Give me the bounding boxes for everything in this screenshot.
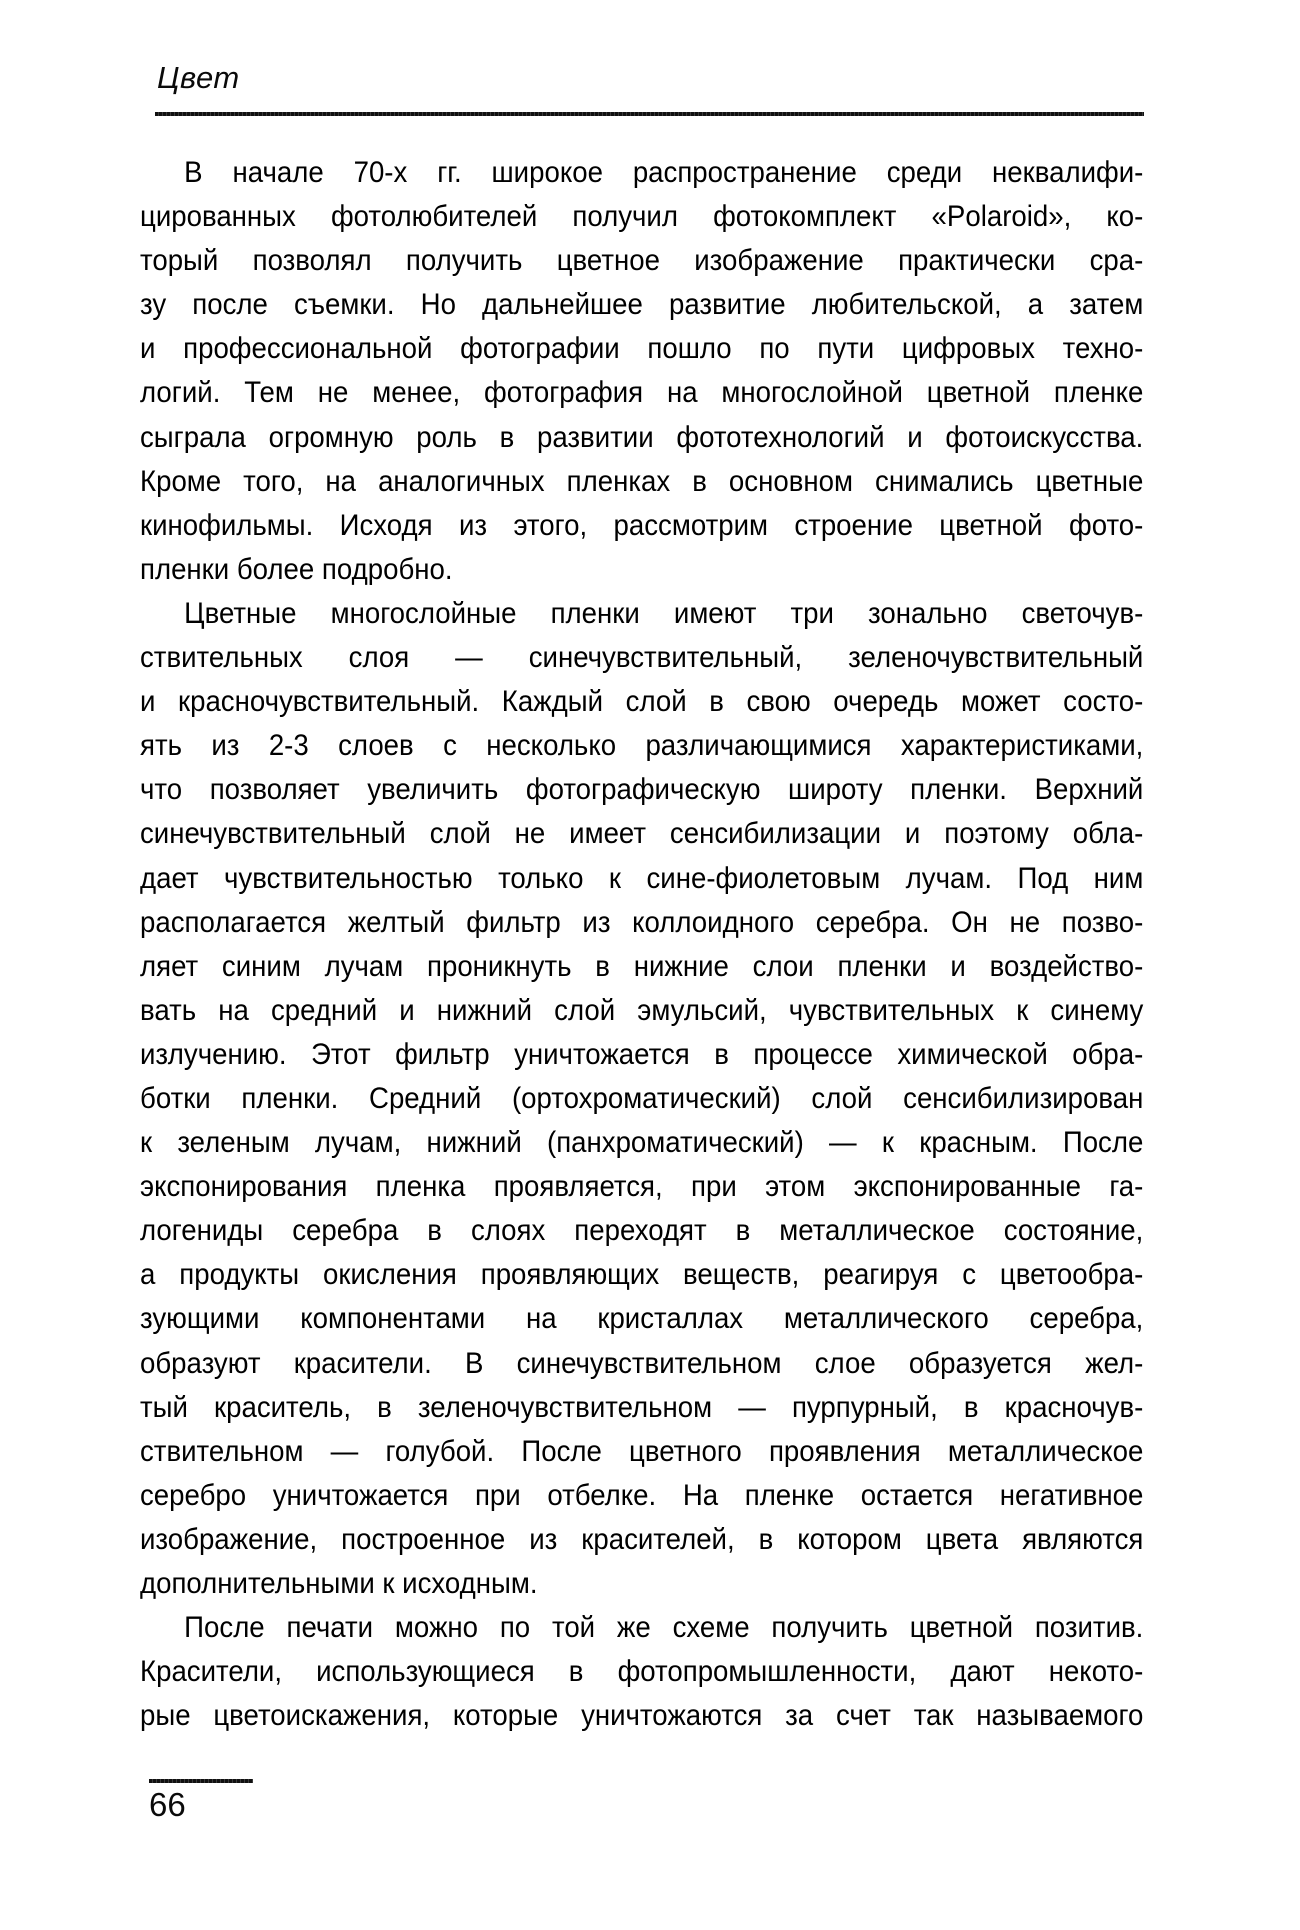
text-line: пленки более подробно.: [140, 552, 453, 586]
text-line: располагается желтый фильтр из коллоидного серебра. Он не позво-: [140, 905, 1144, 939]
text-line: торый позволял получить цветное изображение практически сра-: [140, 244, 1144, 278]
text-line: экспонирования пленка проявляется, при этом экспонированные га-: [140, 1170, 1144, 1204]
text-line: цированных фотолюбителей получил фотокомплект «Polaroid», ко-: [140, 200, 1144, 234]
text-line: ять из 2-3 слоев с несколько различающимися характеристиками,: [140, 729, 1144, 763]
text-line: ствительном — голубой. После цветного проявления металлическое: [140, 1434, 1144, 1468]
text-line: синечувствительный слой не имеет сенсибилизации и поэтому обла-: [140, 817, 1144, 851]
text-line: вать на средний и нижний слой эмульсий, чувствительных к синему: [140, 993, 1144, 1027]
text-line: образуют красители. В синечувствительном слое образуется жел-: [140, 1346, 1144, 1380]
footer-rule: [149, 1779, 253, 1783]
text-line: Красители, использующиеся в фотопромышленности, дают некото-: [140, 1655, 1144, 1689]
text-line: кинофильмы. Исходя из этого, рассмотрим строение цветной фото-: [140, 508, 1144, 542]
text-line: тый краситель, в зеленочувствительном — пурпурный, в красночув-: [140, 1390, 1144, 1424]
text-line: и профессиональной фотографии пошло по пути цифровых техно-: [140, 332, 1144, 366]
text-line: изображение, построенное из красителей, в котором цвета являются: [140, 1522, 1144, 1556]
text-line: После печати можно по той же схеме получить цветной позитив.: [184, 1611, 1144, 1645]
text-line: а продукты окисления проявляющих веществ, реагируя с цветообра-: [140, 1258, 1144, 1292]
text-line: что позволяет увеличить фотографическую широту пленки. Верхний: [140, 773, 1144, 807]
paragraph: [140, 1606, 1143, 1738]
header-rule: [155, 112, 1144, 116]
text-line: ботки пленки. Средний (ортохроматический) слой сенсибилизирован: [140, 1081, 1144, 1115]
text-line: к зеленым лучам, нижний (панхроматический) — к красным. После: [140, 1126, 1144, 1160]
text-line: дополнительными к исходным.: [140, 1567, 538, 1600]
text-line: сыграла огромную роль в развитии фототехнологий и фотоискусства.: [140, 420, 1144, 454]
text-line: рые цветоискажения, которые уничтожаются за счет так называемого: [140, 1699, 1144, 1733]
body-text: [140, 151, 1143, 1738]
text-line: логениды серебра в слоях переходят в металлическое состояние,: [140, 1214, 1144, 1248]
running-header: Цвет: [157, 60, 240, 95]
text-line: Кроме того, на аналогичных пленках в основном снимались цветные: [140, 464, 1144, 498]
text-line: В начале 70-х гг. широкое распространение среди неквалифи-: [184, 156, 1144, 189]
text-line: Цветные многослойные пленки имеют три зонально светочув-: [184, 596, 1144, 630]
paragraph: [140, 592, 1143, 1606]
paragraph: [140, 151, 1143, 592]
text-line: дает чувствительностью только к сине-фиолетовым лучам. Под ним: [140, 861, 1144, 895]
text-line: логий. Тем не менее, фотография на многослойной цветной пленке: [140, 376, 1144, 410]
page-number: 66: [149, 1786, 186, 1823]
text-line: ляет синим лучам проникнуть в нижние слои пленки и воздейство-: [140, 949, 1144, 983]
text-line: зующими компонентами на кристаллах металлического серебра,: [140, 1302, 1144, 1336]
text-line: ствительных слоя — синечувствительный, зеленочувствительный: [140, 641, 1144, 675]
text-line: зу после съемки. Но дальнейшее развитие любительской, а затем: [140, 288, 1144, 322]
text-line: серебро уничтожается при отбелке. На пленке остается негативное: [140, 1478, 1144, 1512]
text-line: и красночувствительный. Каждый слой в свою очередь может состо-: [140, 685, 1144, 719]
text-line: излучению. Этот фильтр уничтожается в процессе химической обра-: [140, 1037, 1144, 1071]
